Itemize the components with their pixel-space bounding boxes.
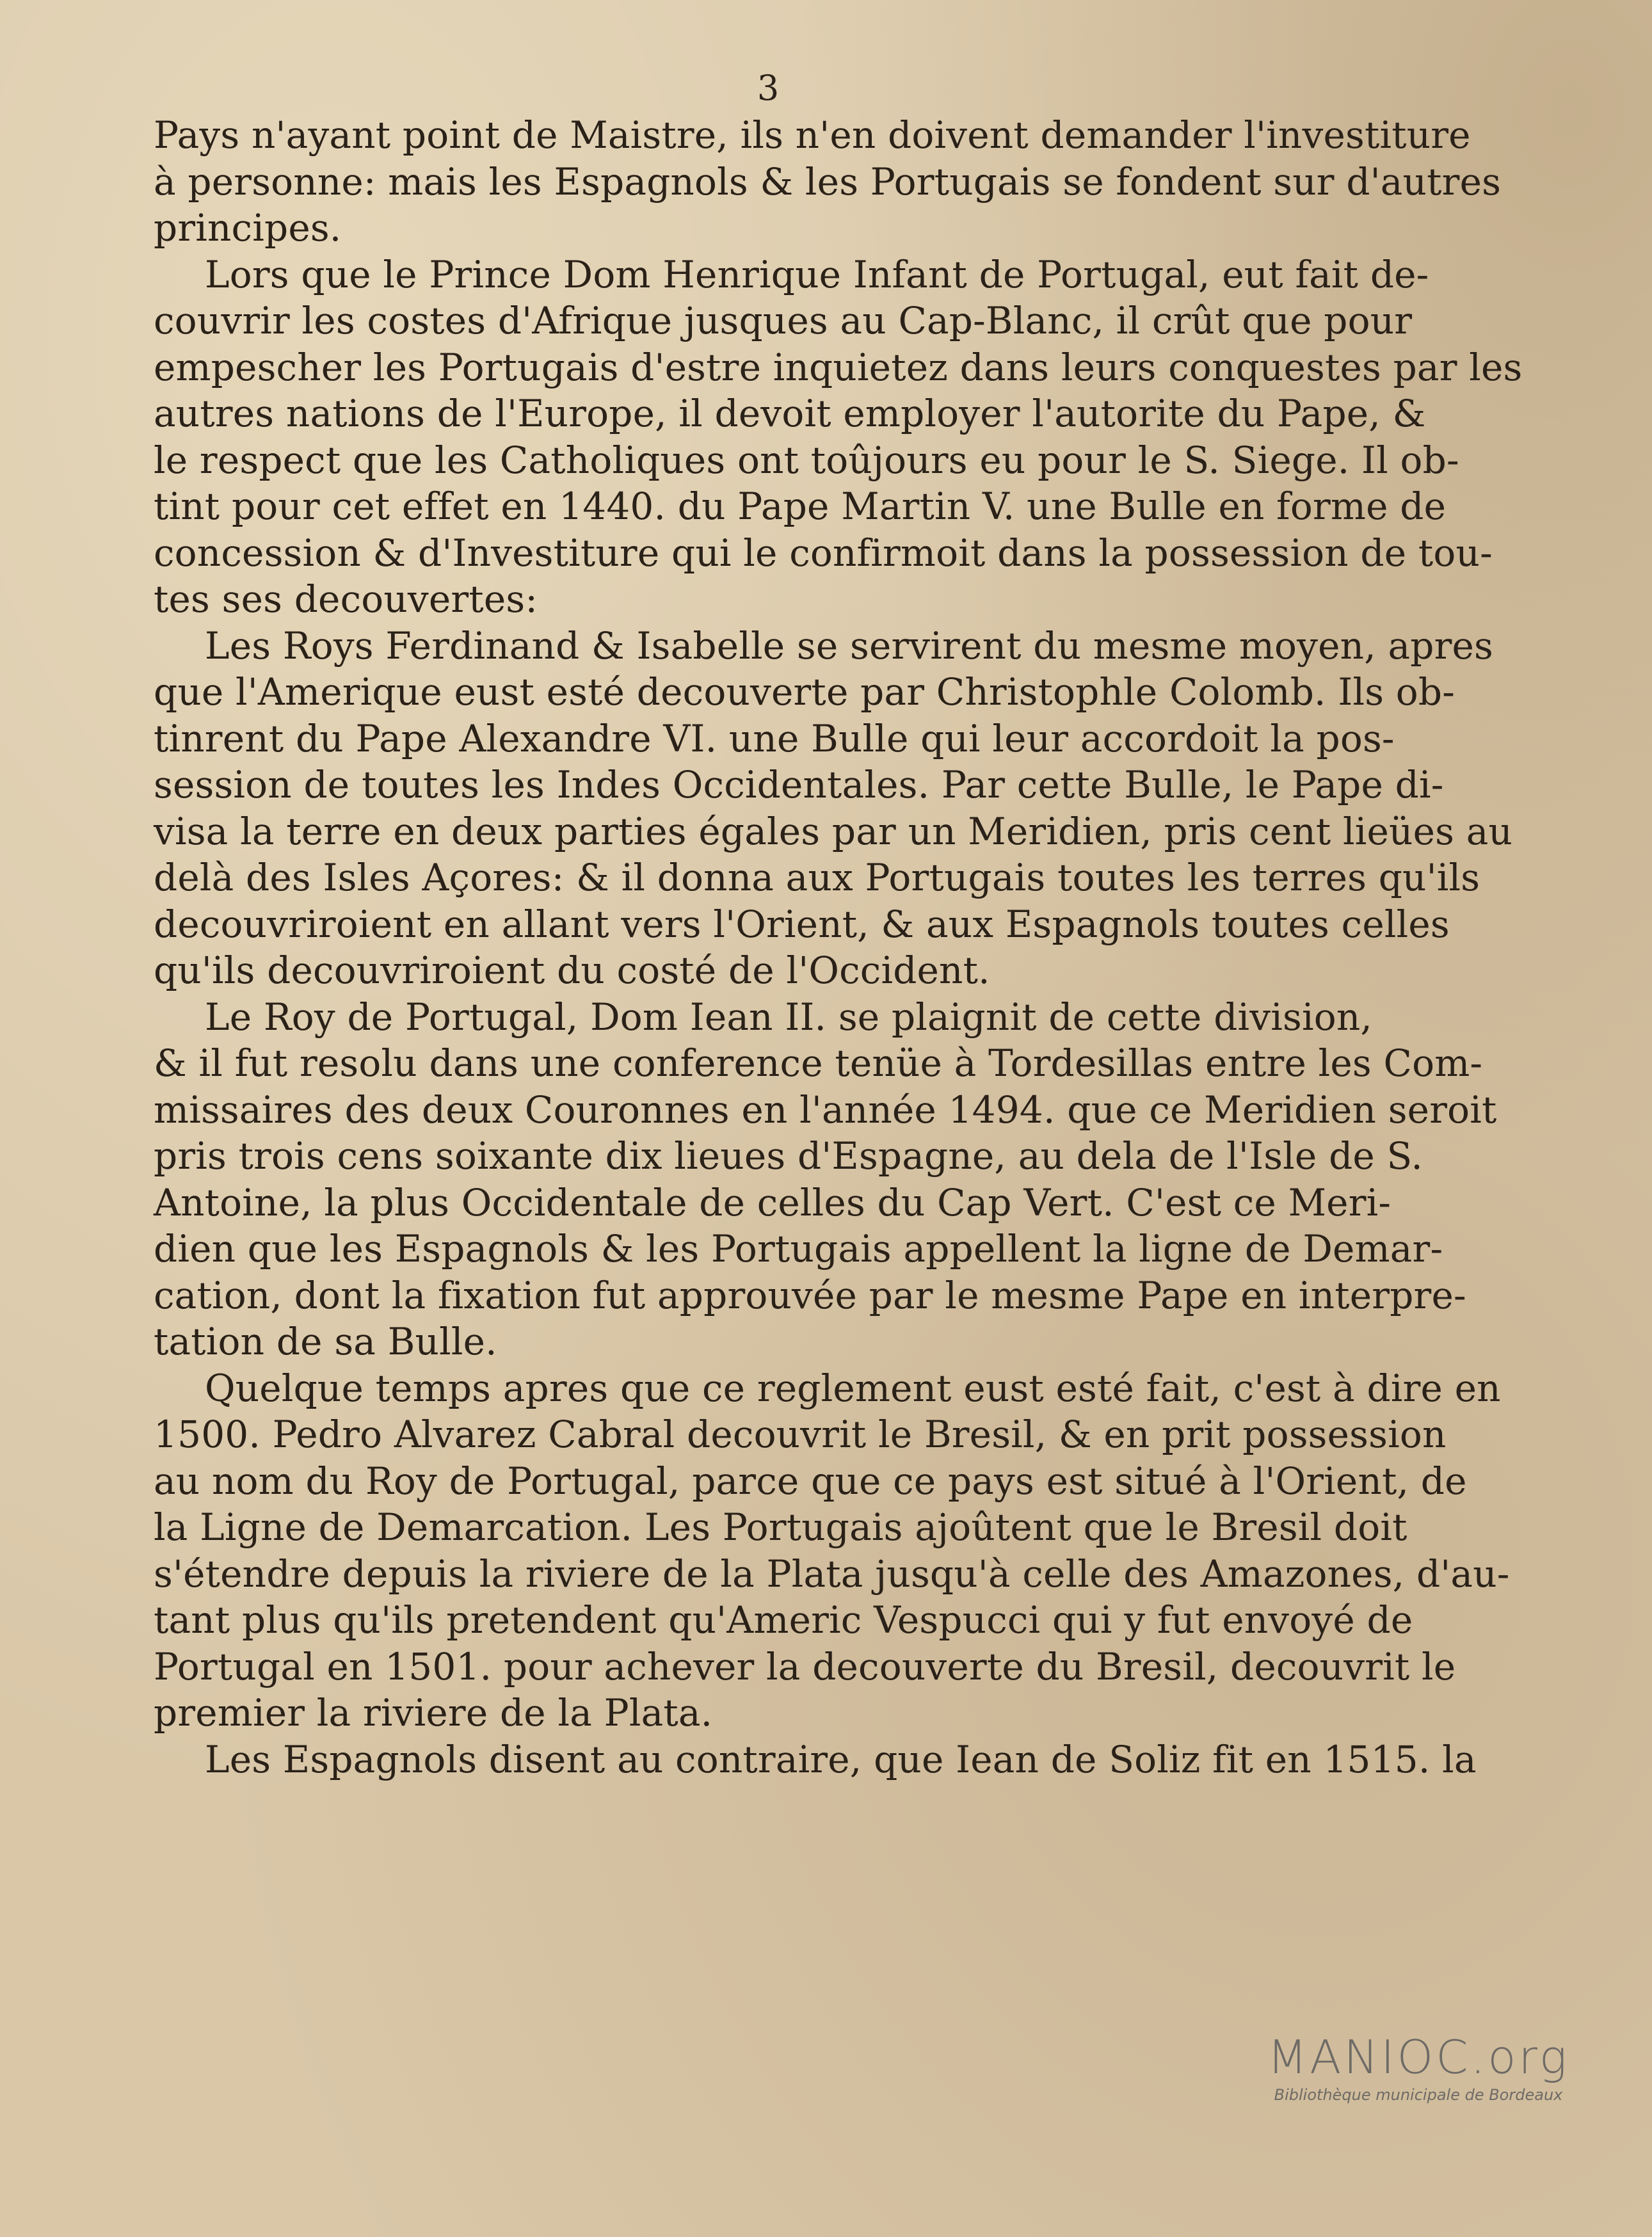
paragraph-start: Les Roys Ferdinand & Isabelle se servirent du mesme moyen, apres	[205, 623, 1494, 668]
text-line: empescher les Portugais d'estre inquietez dans leurs conquestes par les	[154, 345, 1523, 389]
body-text	[154, 112, 1523, 1783]
paragraph-start: Quelque temps apres que ce reglement eust esté fait, c'est à dire en	[205, 1366, 1501, 1410]
text-line: tinrent du Pape Alexandre VI. une Bulle qui leur accordoit la pos-	[154, 716, 1395, 760]
watermark	[1239, 2030, 1598, 2106]
text-line: concession & d'Investiture qui le confirmoit dans la possession de tou-	[154, 531, 1493, 575]
text-line: session de toutes les Indes Occidentales. Par cette Bulle, le Pape di-	[154, 763, 1444, 806]
text-line: delà des Isles Açores: & il donna aux Portugais toutes les terres qu'ils	[154, 856, 1480, 899]
text-line: tes ses decouvertes:	[154, 577, 538, 621]
text-line: Portugal en 1501. pour achever la decouverte du Bresil, decouvrit le	[154, 1644, 1456, 1688]
text-line: visa la terre en deux parties égales par un Meridien, pris cent lieües au	[154, 809, 1513, 853]
manioc-logo: MANIOC.org	[1267, 2030, 1569, 2084]
text-line: tint pour cet effet en 1440. du Pape Martin V. une Bulle en forme de	[154, 485, 1447, 528]
text-line: & il fut resolu dans une conference tenüe à Tordesillas entre les Com-	[154, 1041, 1483, 1085]
text-line: autres nations de l'Europe, il devoit employer l'autorite du Pape, &	[154, 392, 1426, 435]
paragraph-start: Les Espagnols disent au contraire, que Iean de Soliz fit en 1515. la	[205, 1737, 1477, 1781]
text-line: cation, dont la fixation fut approuvée par le mesme Pape en interpre-	[154, 1273, 1466, 1317]
text-line: tant plus qu'ils pretendent qu'Americ Vespucci qui y fut envoyé de	[154, 1598, 1413, 1642]
text-line: principes.	[154, 206, 342, 250]
text-line: qu'ils decouvriroient du costé de l'Occident.	[154, 949, 990, 992]
text-line: le respect que les Catholiques ont toûjours eu pour le S. Siege. Il ob-	[154, 438, 1459, 482]
text-line: missaires des deux Couronnes en l'année 1494. que ce Meridien seroit	[154, 1087, 1497, 1132]
paragraph-start: Le Roy de Portugal, Dom Iean II. se plaignit de cette division,	[205, 995, 1373, 1039]
page-number: 3	[757, 68, 780, 108]
text-line: s'étendre depuis la riviere de la Plata jusqu'à celle des Amazones, d'au-	[154, 1551, 1510, 1596]
text-line: au nom du Roy de Portugal, parce que ce pays est situé à l'Orient, de	[154, 1459, 1467, 1503]
text-line: 1500. Pedro Alvarez Cabral decouvrit le Bresil, & en prit possession	[154, 1413, 1447, 1456]
text-line: dien que les Espagnols & les Portugais appellent la ligne de Demar-	[154, 1227, 1443, 1271]
text-line: la Ligne de Demarcation. Les Portugais ajoûtent que le Bresil doit	[154, 1505, 1407, 1549]
paragraph-start: Lors que le Prince Dom Henrique Infant de Portugal, eut fait de-	[205, 252, 1429, 296]
text-line: que l'Amerique eust esté decouverte par Christophle Colomb. Ils ob-	[154, 670, 1456, 714]
text-line: decouvriroient en allant vers l'Orient, & aux Espagnols toutes celles	[154, 902, 1450, 946]
text-line: Pays n'ayant point de Maistre, ils n'en doivent demander l'investiture	[154, 113, 1471, 157]
text-line: premier la riviere de la Plata.	[154, 1691, 713, 1735]
text-line: tation de sa Bulle.	[154, 1320, 497, 1363]
library-caption: Bibliothèque municipale de Bordeaux	[1274, 2086, 1563, 2104]
text-line: pris trois cens soixante dix lieues d'Espagne, au dela de l'Isle de S.	[154, 1134, 1423, 1178]
text-line: à personne: mais les Espagnols & les Portugais se fondent sur d'autres	[154, 159, 1502, 204]
text-line: couvrir les costes d'Afrique jusques au Cap-Blanc, il crût que pour	[154, 299, 1413, 342]
text-line: Antoine, la plus Occidentale de celles du Cap Vert. C'est ce Meri-	[154, 1180, 1391, 1224]
